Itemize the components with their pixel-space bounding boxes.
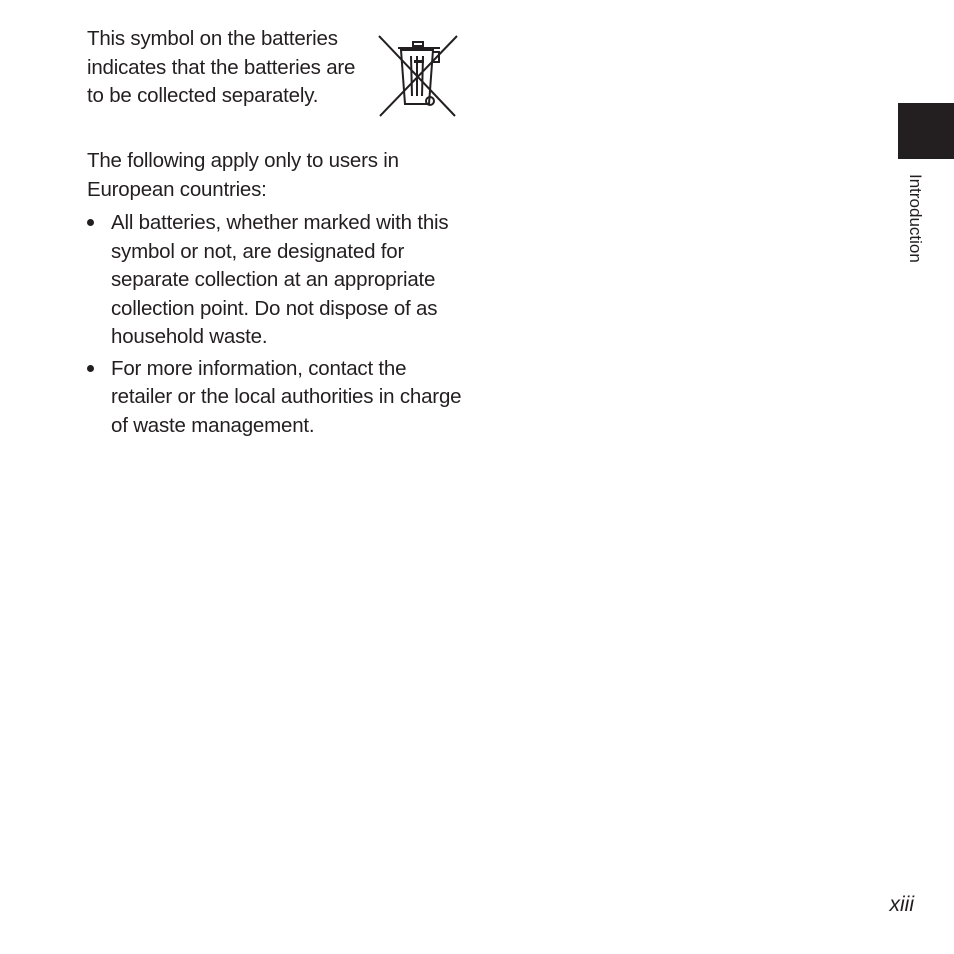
list-item bbox=[87, 355, 467, 441]
bullet-icon bbox=[87, 365, 94, 372]
section-tab-label: Introduction bbox=[906, 174, 925, 263]
bullet-icon bbox=[87, 219, 94, 226]
list-item-text: For more information, contact the retailer or the local authorities in charge of waste management. bbox=[111, 356, 462, 437]
section-tab-marker bbox=[898, 103, 954, 159]
crossed-out-wheeled-bin-icon bbox=[377, 34, 459, 118]
list-item-text: All batteries, whether marked with this symbol or not, are designated for separate collection at an appropriate collection point. Do not dispose of as household waste. bbox=[111, 211, 449, 348]
list-item bbox=[87, 209, 467, 352]
bullet-list bbox=[87, 209, 467, 443]
battery-symbol-paragraph: This symbol on the batteries indicates that the batteries are to be collected separately. bbox=[87, 27, 356, 107]
european-users-paragraph: The following apply only to users in European countries: bbox=[87, 149, 399, 201]
page-number: xiii bbox=[889, 893, 914, 916]
